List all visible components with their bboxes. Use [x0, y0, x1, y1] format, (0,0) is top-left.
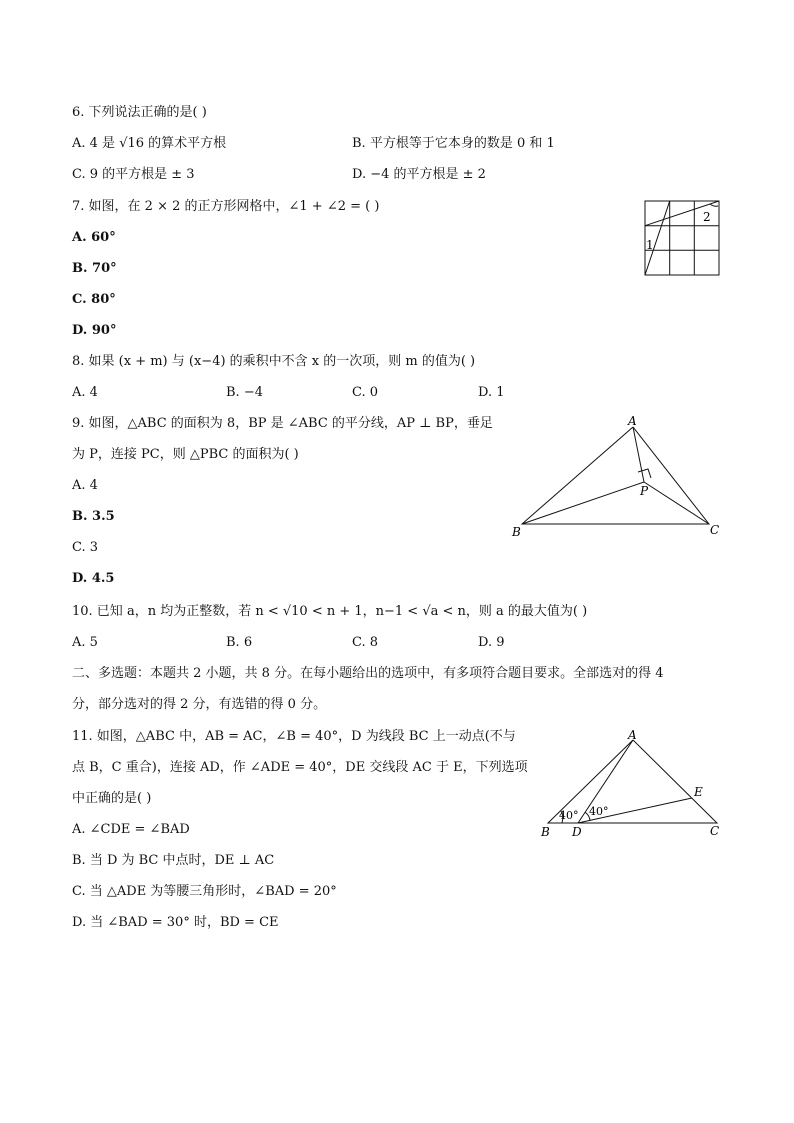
q6-stem: 6. 下列说法正确的是( )	[72, 105, 207, 120]
section2-instructions-line1: 二、多选题：本题共 2 小题，共 8 分。在每小题给出的选项中，有多项符合题目要求。全部选对的得 4	[72, 666, 664, 681]
q7-angle2-label: 2	[703, 210, 711, 224]
q11-label-a: A	[628, 728, 637, 742]
q8-option-a: A. 4	[72, 385, 98, 400]
q11-triangle-figure	[535, 726, 735, 842]
q10-option-a: A. 5	[72, 635, 98, 650]
q9-triangle-figure	[505, 412, 735, 542]
q10-stem: 10. 已知 a，n 均为正整数，若 n < √10 < n + 1，n−1 < √a < n，则 a 的最大值为( )	[72, 604, 588, 619]
q9-option-b: B. 3.5	[72, 509, 115, 524]
q7-option-a: A. 60°	[72, 230, 116, 245]
q11-angle-b-label: 40°	[559, 809, 579, 822]
q7-option-c: C. 80°	[72, 292, 116, 307]
q9-option-a: A. 4	[72, 478, 98, 493]
q9-stem-line2: 为 P，连接 PC，则 △PBC 的面积为( )	[72, 447, 299, 462]
q7-option-b: B. 70°	[72, 261, 117, 276]
q11-option-d: D. 当 ∠BAD = 30° 时，BD = CE	[72, 915, 279, 930]
q9-stem-line1: 9. 如图，△ABC 的面积为 8，BP 是 ∠ABC 的平分线，AP ⊥ BP，垂足	[72, 416, 493, 431]
q11-angle-d-label: 40°	[589, 805, 609, 818]
q11-stem-line3: 中正确的是( )	[72, 791, 152, 806]
q11-stem-line2: 点 B，C 重合)，连接 AD，作 ∠ADE = 40°，DE 交线段 AC 于 E，下列选项	[72, 760, 528, 775]
q11-label-e: E	[694, 785, 703, 799]
q7-stem: 7. 如图，在 2 × 2 的正方形网格中，∠1 + ∠2 = ( )	[72, 199, 380, 214]
q7-option-d: D. 90°	[72, 323, 117, 338]
q11-stem-line1: 11. 如图，△ABC 中，AB = AC，∠B = 40°，D 为线段 BC 上一动点(不与	[72, 729, 516, 744]
q8-stem: 8. 如果 (x + m) 与 (x−4) 的乘积中不含 x 的一次项，则 m 的值为( )	[72, 354, 476, 369]
q9-label-b: B	[512, 525, 521, 539]
q9-option-d: D. 4.5	[72, 571, 115, 586]
q9-label-p: P	[640, 484, 649, 498]
q6-option-b: B. 平方根等于它本身的数是 0 和 1	[352, 136, 555, 151]
q10-option-b: B. 6	[226, 635, 253, 650]
q11-option-b: B. 当 D 为 BC 中点时，DE ⊥ AC	[72, 853, 275, 868]
q8-option-b: B. −4	[226, 385, 263, 400]
q11-label-b: B	[541, 825, 550, 839]
q11-label-d: D	[572, 825, 582, 839]
q11-label-c: C	[710, 824, 720, 838]
q6-option-d: D. −4 的平方根是 ± 2	[352, 167, 486, 182]
q6-option-a: A. 4 是 √16 的算术平方根	[72, 136, 227, 151]
q11-option-c: C. 当 △ADE 为等腰三角形时，∠BAD = 20°	[72, 884, 337, 899]
q7-grid-figure	[640, 197, 724, 279]
q10-option-c: C. 8	[352, 635, 379, 650]
q6-option-c: C. 9 的平方根是 ± 3	[72, 167, 195, 182]
q11-option-a: A. ∠CDE = ∠BAD	[72, 822, 190, 837]
q8-option-d: D. 1	[478, 385, 505, 400]
q9-label-c: C	[710, 523, 720, 537]
q9-label-a: A	[628, 414, 637, 428]
q10-option-d: D. 9	[478, 635, 505, 650]
section2-instructions-line2: 分，部分选对的得 2 分，有选错的得 0 分。	[72, 697, 327, 712]
q9-option-c: C. 3	[72, 540, 99, 555]
q7-angle1-label: 1	[646, 238, 654, 252]
q8-option-c: C. 0	[352, 385, 379, 400]
